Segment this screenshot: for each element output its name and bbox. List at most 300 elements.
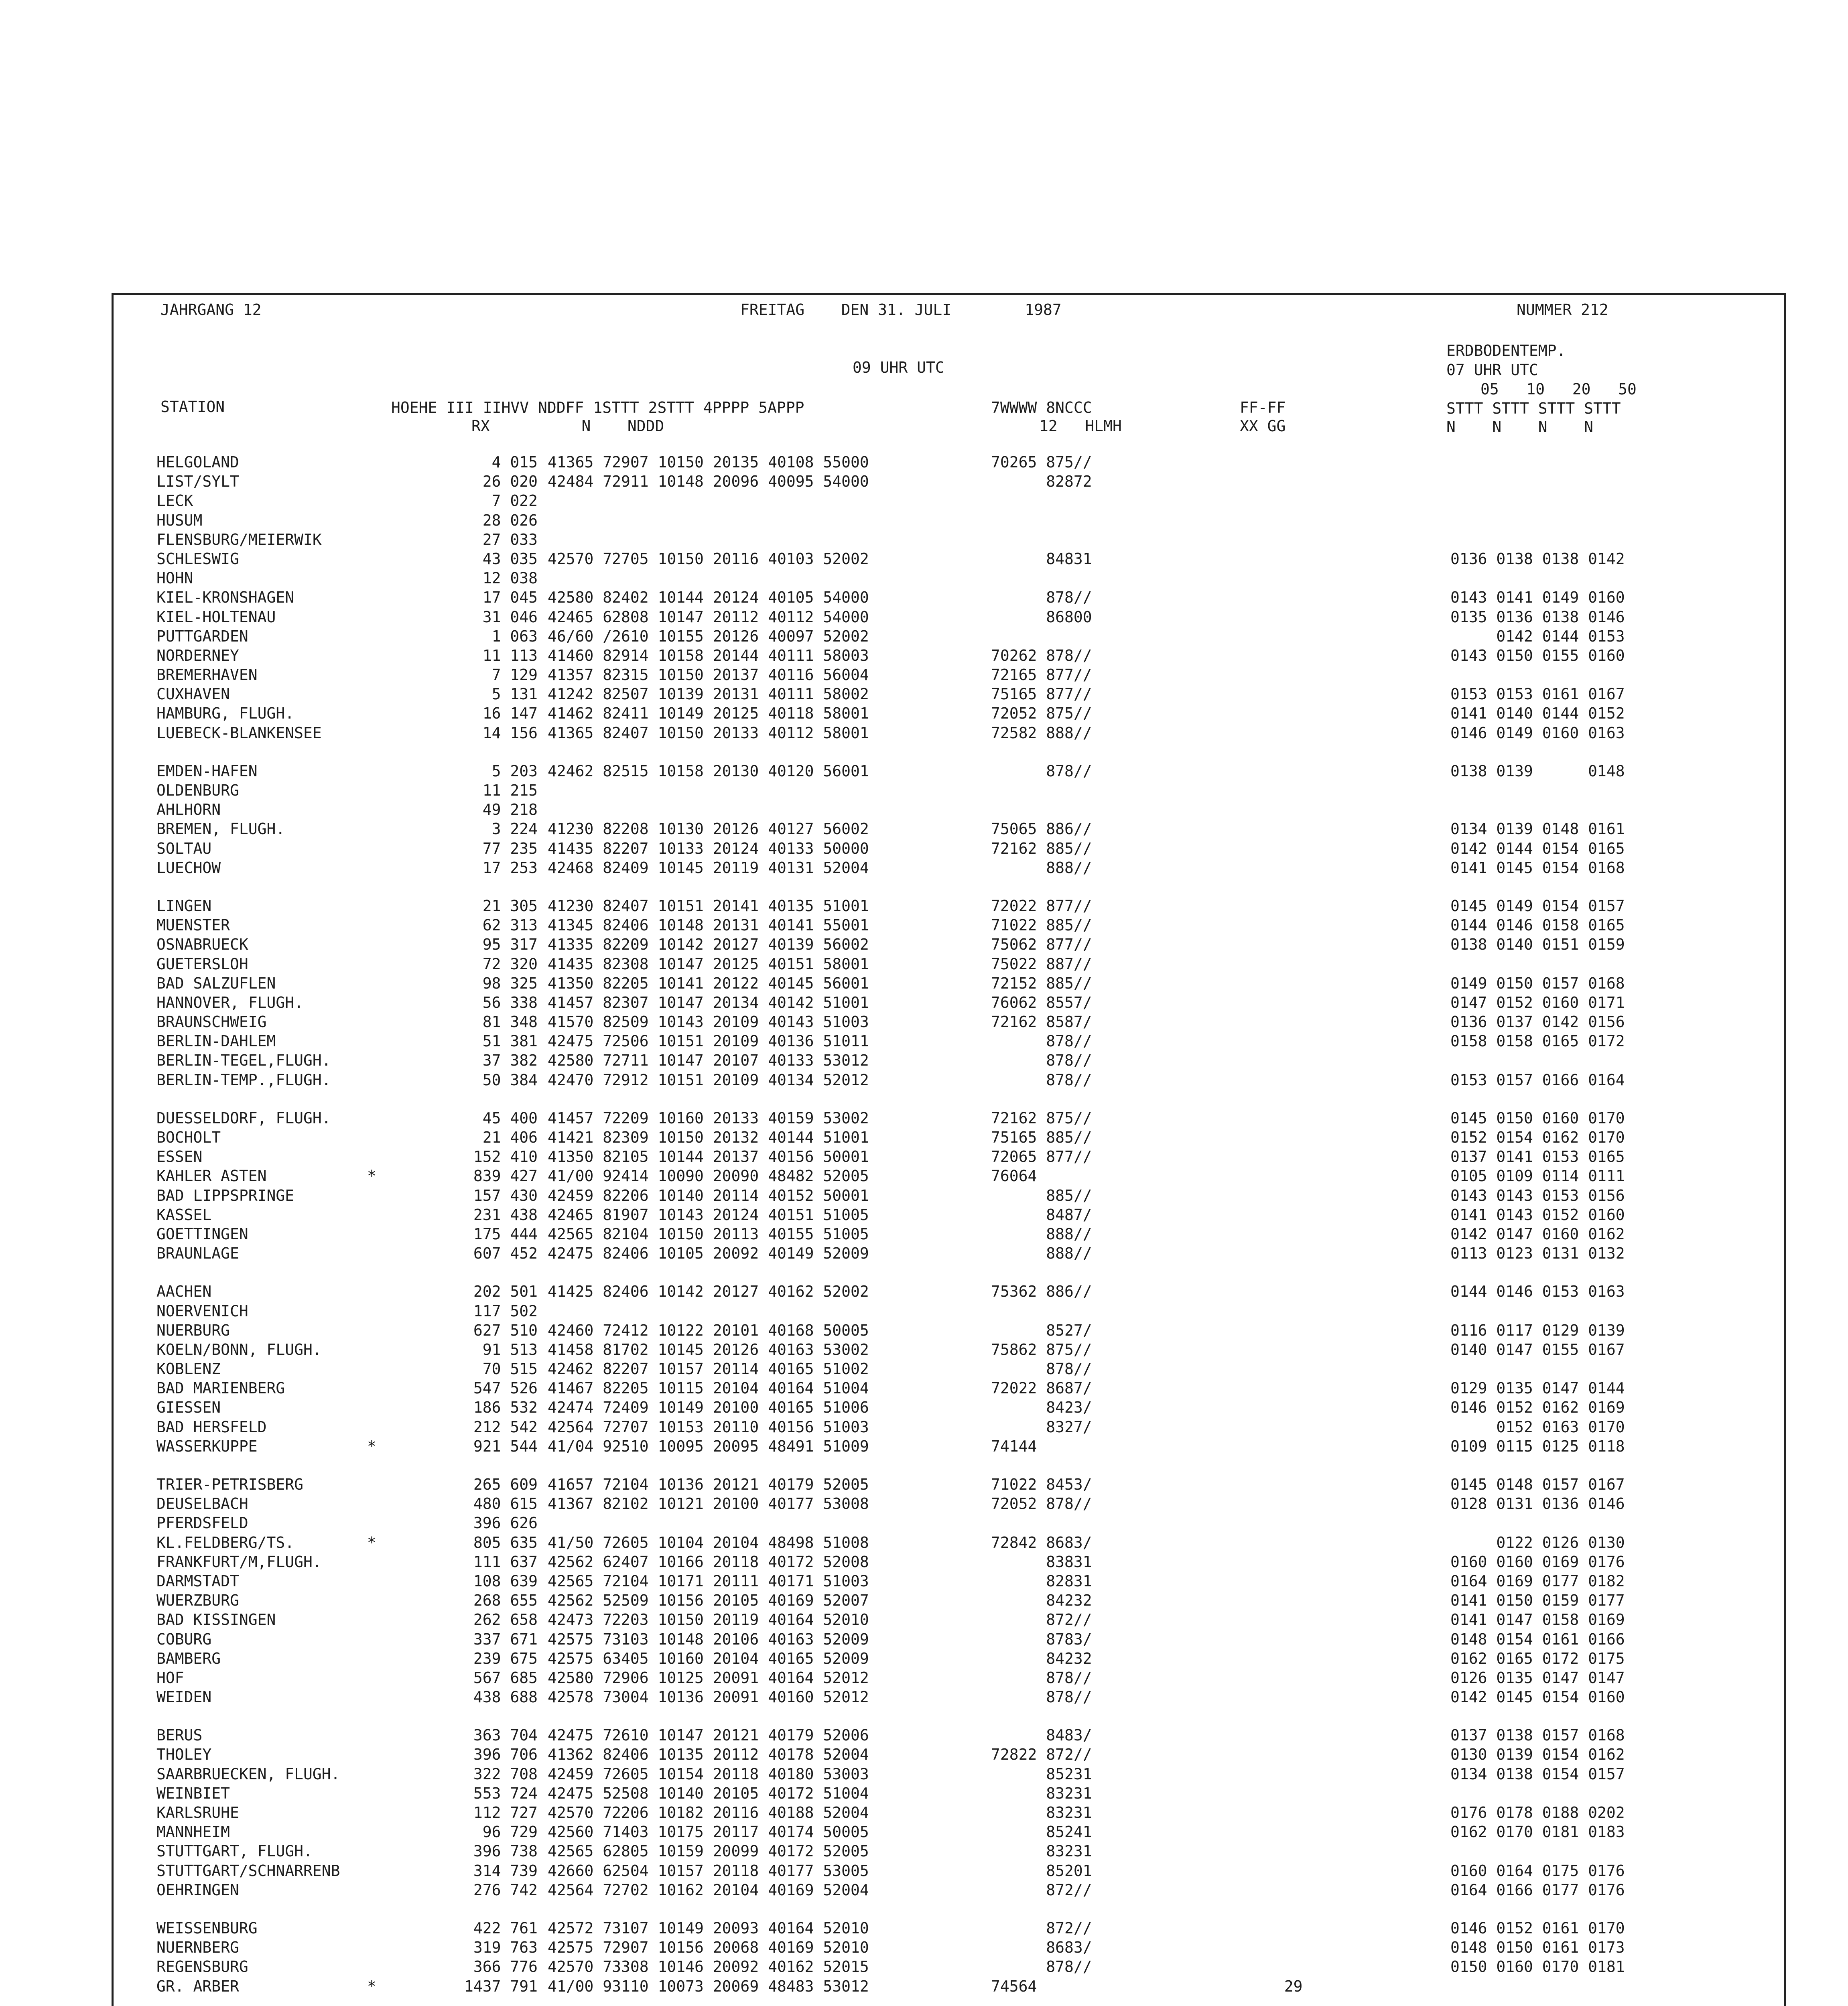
height-and-index: 607 452 — [473, 1245, 538, 1263]
synop-groups: 42660 62504 10157 20118 40177 53005 — [548, 1862, 869, 1880]
height-and-index: 31 046 — [482, 608, 538, 626]
station-name: COBURG — [156, 1630, 212, 1648]
weather-groups: 8423/ — [991, 1399, 1092, 1417]
synop-groups: 42473 72203 10150 20119 40164 52010 — [548, 1611, 869, 1629]
height-and-index: 45 400 — [482, 1109, 538, 1127]
height-and-index: 202 501 — [473, 1283, 538, 1301]
synop-groups: 42564 72702 10162 20104 40169 52004 — [548, 1881, 869, 1899]
synop-groups: 41/04 92510 10095 20095 48491 51009 — [548, 1437, 869, 1455]
station-name: BRAUNSCHWEIG — [156, 1013, 267, 1031]
height-and-index: 212 542 — [473, 1418, 538, 1436]
soil-header-2: N N N N — [1446, 418, 1594, 436]
height-and-index: 117 502 — [473, 1302, 538, 1320]
height-and-index: 56 338 — [482, 993, 538, 1011]
column-header-1: HOEHE III IIHVV NDDFF 1STTT 2STTT 4PPPP 5APPP — [391, 399, 804, 416]
soil-temperatures: 0138 0140 0151 0159 — [1450, 936, 1625, 954]
mountain-marker: * — [367, 1167, 376, 1185]
height-and-index: 70 515 — [482, 1360, 538, 1378]
station-name: HOF — [156, 1669, 184, 1687]
station-name: LUECHOW — [156, 859, 221, 877]
weather-groups: 888// — [991, 1225, 1092, 1243]
soil-temperatures: 0137 0138 0157 0168 — [1450, 1726, 1625, 1744]
synop-groups: 42562 62407 10166 20118 40172 52008 — [548, 1553, 869, 1571]
mountain-marker: * — [367, 1437, 376, 1455]
mountain-marker: * — [367, 1533, 376, 1551]
height-and-index: 21 406 — [482, 1129, 538, 1146]
station-name: LECK — [156, 492, 193, 510]
height-and-index: 11 113 — [482, 646, 538, 664]
synop-groups: 42462 82207 10157 20114 40165 51002 — [548, 1360, 869, 1378]
station-name: KASSEL — [156, 1206, 212, 1224]
weather-groups: 70262 878// — [991, 646, 1092, 664]
soil-temp-title: ERDBODENTEMP. — [1446, 342, 1566, 359]
height-and-index: 91 513 — [482, 1340, 538, 1358]
soil-temperatures: 0130 0139 0154 0162 — [1450, 1746, 1625, 1764]
height-and-index: 1437 791 — [464, 1977, 538, 1995]
synop-groups: 42475 72506 10151 20109 40136 51011 — [548, 1032, 869, 1050]
synop-groups: 42572 73107 10149 20093 40164 52010 — [548, 1919, 869, 1937]
station-name: REGENSBURG — [156, 1958, 248, 1976]
soil-temperatures: 0144 0146 0153 0163 — [1450, 1283, 1625, 1301]
station-name: OLDENBURG — [156, 782, 239, 799]
station-name: SAARBRUECKEN, FLUGH. — [156, 1765, 340, 1783]
height-and-index: 337 671 — [473, 1630, 538, 1648]
synop-groups: 41230 82407 10151 20141 40135 51001 — [548, 897, 869, 915]
issue-number: NUMMER 212 — [1517, 301, 1608, 319]
soil-temperatures: 0164 0169 0177 0182 — [1450, 1572, 1625, 1590]
height-and-index: 262 658 — [473, 1611, 538, 1629]
soil-temperatures: 0141 0145 0154 0168 — [1450, 859, 1625, 877]
synop-groups: 42465 62808 10147 20112 40112 54000 — [548, 608, 869, 626]
weather-groups: 86800 — [991, 608, 1092, 626]
station-name: SOLTAU — [156, 839, 212, 857]
height-and-index: 268 655 — [473, 1592, 538, 1610]
weather-groups: 878// — [991, 1052, 1092, 1070]
synop-groups: 41460 82914 10158 20144 40111 58003 — [548, 646, 869, 664]
station-name: GIESSEN — [156, 1399, 221, 1417]
soil-temperatures: 0160 0160 0169 0176 — [1450, 1553, 1625, 1571]
height-and-index: 95 317 — [482, 936, 538, 954]
soil-temperatures: 0153 0153 0161 0167 — [1450, 685, 1625, 703]
weather-groups: 75862 875// — [991, 1340, 1092, 1358]
wind-gust: 29 — [1266, 1977, 1303, 1995]
synop-groups: 42580 72906 10125 20091 40164 52012 — [548, 1669, 869, 1687]
station-name: PUTTGARDEN — [156, 627, 248, 645]
station-name: BAD MARIENBERG — [156, 1379, 285, 1397]
height-and-index: 43 035 — [482, 550, 538, 568]
synop-groups: 42565 72104 10171 20111 40171 51003 — [548, 1572, 869, 1590]
synop-groups: 41357 82315 10150 20137 40116 56004 — [548, 666, 869, 684]
weather-groups: 872// — [991, 1881, 1092, 1899]
station-name: STUTTGART/SCHNARRENB — [156, 1862, 340, 1880]
weather-groups: 72052 878// — [991, 1495, 1092, 1513]
synop-groups: 41335 82209 10142 20127 40139 56002 — [548, 936, 869, 954]
weather-groups: 878// — [991, 1669, 1092, 1687]
soil-temperatures: 0152 0163 0170 — [1450, 1418, 1625, 1436]
synop-groups: 42465 81907 10143 20124 40151 51005 — [548, 1206, 869, 1224]
height-and-index: 396 626 — [473, 1514, 538, 1532]
height-and-index: 4 015 — [491, 453, 538, 471]
synop-groups: 42474 72409 10149 20100 40165 51006 — [548, 1399, 869, 1417]
station-name: DUESSELDORF, FLUGH. — [156, 1109, 331, 1127]
weather-groups: 70265 875// — [991, 453, 1092, 471]
soil-temperatures: 0144 0146 0158 0165 — [1450, 916, 1625, 934]
height-and-index: 396 706 — [473, 1746, 538, 1764]
weather-groups: 72165 877// — [991, 666, 1092, 684]
station-name: SCHLESWIG — [156, 550, 239, 568]
observation-time: 09 UHR UTC — [853, 359, 944, 376]
synop-groups: 42475 82406 10105 20092 40149 52009 — [548, 1245, 869, 1263]
synop-groups: 41242 82507 10139 20131 40111 58002 — [548, 685, 869, 703]
station-name: WEIDEN — [156, 1688, 212, 1706]
weather-groups: 878// — [991, 589, 1092, 607]
height-and-index: 5 203 — [491, 762, 538, 780]
station-name: FLENSBURG/MEIERWIK — [156, 530, 322, 548]
synop-groups: 42462 82515 10158 20130 40120 56001 — [548, 762, 869, 780]
soil-temperatures: 0143 0143 0153 0156 — [1450, 1186, 1625, 1204]
weather-groups: 83231 — [991, 1842, 1092, 1860]
mountain-marker: * — [367, 1977, 376, 1995]
soil-temperatures: 0122 0126 0130 — [1450, 1533, 1625, 1551]
height-and-index: 7 129 — [491, 666, 538, 684]
synop-groups: 42459 82206 10140 20114 40152 50001 — [548, 1186, 869, 1204]
station-name: BAD LIPPSPRINGE — [156, 1186, 294, 1204]
synop-groups: 41462 82411 10149 20125 40118 58001 — [548, 705, 869, 723]
soil-temperatures: 0164 0166 0177 0176 — [1450, 1881, 1625, 1899]
synop-groups: 42578 73004 10136 20091 40160 52012 — [548, 1688, 869, 1706]
height-and-index: 396 738 — [473, 1842, 538, 1860]
soil-temperatures: 0141 0140 0144 0152 — [1450, 705, 1625, 723]
height-and-index: 112 727 — [473, 1804, 538, 1821]
soil-temperatures: 0150 0160 0170 0181 — [1450, 1958, 1625, 1976]
height-and-index: 111 637 — [473, 1553, 538, 1571]
height-and-index: 14 156 — [482, 724, 538, 742]
station-name: AHLHORN — [156, 801, 221, 819]
station-name: KIEL-HOLTENAU — [156, 608, 276, 626]
synop-groups: 42570 72705 10150 20116 40103 52002 — [548, 550, 869, 568]
height-and-index: 363 704 — [473, 1726, 538, 1744]
station-name: NUERBURG — [156, 1321, 230, 1339]
station-name: DEUSELBACH — [156, 1495, 248, 1513]
soil-temperatures: 0129 0135 0147 0144 — [1450, 1379, 1625, 1397]
synop-groups: 41367 82102 10121 20100 40177 53008 — [548, 1495, 869, 1513]
soil-temperatures: 0126 0135 0147 0147 — [1450, 1669, 1625, 1687]
soil-temperatures: 0113 0123 0131 0132 — [1450, 1245, 1625, 1263]
synop-groups: 41362 82406 10135 20112 40178 52004 — [548, 1746, 869, 1764]
soil-temperatures: 0141 0143 0152 0160 — [1450, 1206, 1625, 1224]
height-and-index: 175 444 — [473, 1225, 538, 1243]
soil-temperatures: 0146 0149 0160 0163 — [1450, 724, 1625, 742]
height-and-index: 28 026 — [482, 511, 538, 529]
weather-groups: 888// — [991, 859, 1092, 877]
weather-groups: 84232 — [991, 1592, 1092, 1610]
station-name: HELGOLAND — [156, 453, 239, 471]
soil-temperatures: 0134 0138 0154 0157 — [1450, 1765, 1625, 1783]
soil-temperatures: 0160 0164 0175 0176 — [1450, 1862, 1625, 1880]
height-and-index: 265 609 — [473, 1476, 538, 1493]
soil-temperatures: 0146 0152 0161 0170 — [1450, 1919, 1625, 1937]
weather-groups: 72065 877// — [991, 1148, 1092, 1166]
height-and-index: 49 218 — [482, 801, 538, 819]
synop-groups: 41350 82105 10144 20137 40156 50001 — [548, 1148, 869, 1166]
station-name: WUERZBURG — [156, 1592, 239, 1610]
height-and-index: 5 131 — [491, 685, 538, 703]
soil-temperatures: 0142 0144 0153 — [1450, 627, 1625, 645]
height-and-index: 152 410 — [473, 1148, 538, 1166]
weather-groups: 85241 — [991, 1823, 1092, 1841]
soil-temperatures: 0145 0148 0157 0167 — [1450, 1476, 1625, 1493]
height-and-index: 547 526 — [473, 1379, 538, 1397]
weather-groups: 72162 885// — [991, 839, 1092, 857]
station-name: LIST/SYLT — [156, 473, 239, 491]
weather-groups: 75362 886// — [991, 1283, 1092, 1301]
weather-groups: 8683/ — [991, 1939, 1092, 1957]
synop-groups: 41/00 93110 10073 20069 48483 53012 — [548, 1977, 869, 1995]
soil-temperatures: 0143 0150 0155 0160 — [1450, 646, 1625, 664]
weather-groups: 71022 8453/ — [991, 1476, 1092, 1493]
station-name: BERLIN-DAHLEM — [156, 1032, 276, 1050]
soil-temperatures: 0176 0178 0188 0202 — [1450, 1804, 1625, 1821]
weather-groups: 72842 8683/ — [991, 1533, 1092, 1551]
station-name: TRIER-PETRISBERG — [156, 1476, 304, 1493]
soil-temperatures: 0141 0147 0158 0169 — [1450, 1611, 1625, 1629]
height-and-index: 314 739 — [473, 1862, 538, 1880]
station-name: BREMEN, FLUGH. — [156, 820, 285, 838]
weather-groups: 76064 — [991, 1167, 1037, 1185]
height-and-index: 81 348 — [482, 1013, 538, 1031]
weather-groups: 83231 — [991, 1784, 1092, 1802]
synop-groups: 41458 81702 10145 20126 40163 53002 — [548, 1340, 869, 1358]
station-name: BOCHOLT — [156, 1129, 221, 1146]
height-and-index: 21 305 — [482, 897, 538, 915]
soil-depths: 05 10 20 50 — [1480, 380, 1637, 398]
weather-groups: 872// — [991, 1611, 1092, 1629]
synop-groups: 42560 71403 10175 20117 40174 50005 — [548, 1823, 869, 1841]
station-name: CUXHAVEN — [156, 685, 230, 703]
soil-header-1: STTT STTT STTT STTT — [1446, 400, 1621, 417]
synop-groups: 41425 82406 10142 20127 40162 52002 — [548, 1283, 869, 1301]
synop-groups: 41421 82309 10150 20132 40144 51001 — [548, 1129, 869, 1146]
synop-groups: 42565 82104 10150 20113 40155 51005 — [548, 1225, 869, 1243]
station-name: LUEBECK-BLANKENSEE — [156, 724, 322, 742]
height-and-index: 231 438 — [473, 1206, 538, 1224]
synop-groups: 41/50 72605 10104 20104 48498 51008 — [548, 1533, 869, 1551]
height-and-index: 839 427 — [473, 1167, 538, 1185]
height-and-index: 239 675 — [473, 1649, 538, 1667]
station-name: BREMERHAVEN — [156, 666, 258, 684]
synop-groups: 42570 72206 10182 20116 40188 52004 — [548, 1804, 869, 1821]
station-name: NUERNBERG — [156, 1939, 239, 1957]
weather-groups: 878// — [991, 1958, 1092, 1976]
height-and-index: 72 320 — [482, 955, 538, 973]
height-and-index: 627 510 — [473, 1321, 538, 1339]
soil-temperatures: 0141 0150 0159 0177 — [1450, 1592, 1625, 1610]
soil-temperatures: 0116 0117 0129 0139 — [1450, 1321, 1625, 1339]
weather-groups: 878// — [991, 762, 1092, 780]
weather-groups: 75165 877// — [991, 685, 1092, 703]
station-name: PFERDSFELD — [156, 1514, 248, 1532]
synop-groups: 42468 82409 10145 20119 40131 52004 — [548, 859, 869, 877]
station-name: BAD SALZUFLEN — [156, 974, 276, 992]
height-and-index: 366 776 — [473, 1958, 538, 1976]
station-name: BERUS — [156, 1726, 203, 1744]
weather-groups: 83831 — [991, 1553, 1092, 1571]
weather-groups: 84831 — [991, 550, 1092, 568]
soil-temperatures: 0152 0154 0162 0170 — [1450, 1129, 1625, 1146]
weather-header-1: 7WWWW 8NCCC — [991, 399, 1092, 416]
height-and-index: 17 253 — [482, 859, 538, 877]
weather-groups: 83231 — [991, 1804, 1092, 1821]
height-and-index: 96 729 — [482, 1823, 538, 1841]
weather-groups: 84232 — [991, 1649, 1092, 1667]
station-name: HAMBURG, FLUGH. — [156, 705, 294, 723]
synop-groups: 41457 72209 10160 20133 40159 53002 — [548, 1109, 869, 1127]
station-name: BAD KISSINGEN — [156, 1611, 276, 1629]
soil-temperatures: 0153 0157 0166 0164 — [1450, 1071, 1625, 1089]
weather-groups: 75065 886// — [991, 820, 1092, 838]
weather-groups: 72152 885// — [991, 974, 1092, 992]
soil-temperatures: 0147 0152 0160 0171 — [1450, 993, 1625, 1011]
height-and-index: 62 313 — [482, 916, 538, 934]
station-name: NORDERNEY — [156, 646, 239, 664]
soil-temperatures: 0143 0141 0149 0160 — [1450, 589, 1625, 607]
weather-groups: 75062 877// — [991, 936, 1092, 954]
weather-groups: 72582 888// — [991, 724, 1092, 742]
station-header: STATION — [160, 398, 225, 416]
weather-groups: 76062 8557/ — [991, 993, 1092, 1011]
height-and-index: 27 033 — [482, 530, 538, 548]
station-name: ESSEN — [156, 1148, 203, 1166]
synop-groups: 41365 72907 10150 20135 40108 55000 — [548, 453, 869, 471]
synop-groups: 42470 72912 10151 20109 40134 52012 — [548, 1071, 869, 1089]
weather-groups: 74564 — [991, 1977, 1037, 1995]
synop-groups: 46/60 /2610 10155 20126 40097 52002 — [548, 627, 869, 645]
height-and-index: 51 381 — [482, 1032, 538, 1050]
soil-temperatures: 0146 0152 0162 0169 — [1450, 1399, 1625, 1417]
station-name: BERLIN-TEGEL,FLUGH. — [156, 1052, 331, 1070]
height-and-index: 186 532 — [473, 1399, 538, 1417]
weather-groups: 872// — [991, 1919, 1092, 1937]
station-name: NOERVENICH — [156, 1302, 248, 1320]
station-name: LINGEN — [156, 897, 212, 915]
station-name: KARLSRUHE — [156, 1804, 239, 1821]
station-name: KL.FELDBERG/TS. — [156, 1533, 294, 1551]
height-and-index: 276 742 — [473, 1881, 538, 1899]
station-name: MANNHEIM — [156, 1823, 230, 1841]
weather-groups: 82872 — [991, 473, 1092, 491]
height-and-index: 567 685 — [473, 1669, 538, 1687]
soil-temperatures: 0162 0170 0181 0183 — [1450, 1823, 1625, 1841]
soil-temperatures: 0142 0145 0154 0160 — [1450, 1688, 1625, 1706]
soil-temperatures: 0148 0154 0161 0166 — [1450, 1630, 1625, 1648]
synop-groups: 41230 82208 10130 20126 40127 56002 — [548, 820, 869, 838]
synop-groups: 42575 73103 10148 20106 40163 52009 — [548, 1630, 869, 1648]
station-name: GOETTINGEN — [156, 1225, 248, 1243]
synop-groups: 42565 62805 10159 20099 40172 52005 — [548, 1842, 869, 1860]
station-name: WEISSENBURG — [156, 1919, 258, 1937]
soil-temperatures: 0137 0141 0153 0165 — [1450, 1148, 1625, 1166]
synop-groups: 42484 72911 10148 20096 40095 54000 — [548, 473, 869, 491]
height-and-index: 921 544 — [473, 1437, 538, 1455]
height-and-index: 805 635 — [473, 1533, 538, 1551]
station-name: HOHN — [156, 569, 193, 587]
station-name: HANNOVER, FLUGH. — [156, 993, 304, 1011]
weather-groups: 8327/ — [991, 1418, 1092, 1436]
soil-temperatures: 0109 0115 0125 0118 — [1450, 1437, 1625, 1455]
soil-temp-time: 07 UHR UTC — [1446, 361, 1538, 379]
height-and-index: 77 235 — [482, 839, 538, 857]
station-name: HUSUM — [156, 511, 203, 529]
height-and-index: 480 615 — [473, 1495, 538, 1513]
synop-groups: 42575 63405 10160 20104 40165 52009 — [548, 1649, 869, 1667]
station-name: EMDEN-HAFEN — [156, 762, 258, 780]
station-name: GR. ARBER — [156, 1977, 239, 1995]
date-line: FREITAG DEN 31. JULI 1987 — [740, 301, 1062, 319]
station-name: OSNABRUECK — [156, 936, 248, 954]
synop-groups: 41570 82509 10143 20109 40143 51003 — [548, 1013, 869, 1031]
weather-groups: 8487/ — [991, 1206, 1092, 1224]
height-and-index: 1 063 — [491, 627, 538, 645]
height-and-index: 37 382 — [482, 1052, 538, 1070]
synop-groups: 42562 52509 10156 20105 40169 52007 — [548, 1592, 869, 1610]
station-name: BAMBERG — [156, 1649, 221, 1667]
weather-groups: 8483/ — [991, 1726, 1092, 1744]
weather-groups: 72022 8687/ — [991, 1379, 1092, 1397]
weather-groups: 72822 872// — [991, 1746, 1092, 1764]
wind-header-1: FF-FF — [1240, 399, 1286, 416]
weather-groups: 75022 887// — [991, 955, 1092, 973]
jahrgang: JAHRGANG 12 — [160, 301, 262, 319]
synop-groups: 41467 82205 10115 20104 40164 51004 — [548, 1379, 869, 1397]
soil-temperatures: 0140 0147 0155 0167 — [1450, 1340, 1625, 1358]
soil-temperatures: 0105 0109 0114 0111 — [1450, 1167, 1625, 1185]
soil-temperatures: 0148 0150 0161 0173 — [1450, 1939, 1625, 1957]
weather-groups: 888// — [991, 1245, 1092, 1263]
station-name: STUTTGART, FLUGH. — [156, 1842, 313, 1860]
weather-groups: 878// — [991, 1688, 1092, 1706]
synop-groups: 41457 82307 10147 20134 40142 51001 — [548, 993, 869, 1011]
station-name: KOELN/BONN, FLUGH. — [156, 1340, 322, 1358]
synop-groups: 42475 72610 10147 20121 40179 52006 — [548, 1726, 869, 1744]
station-name: AACHEN — [156, 1283, 212, 1301]
soil-temperatures: 0162 0165 0172 0175 — [1450, 1649, 1625, 1667]
height-and-index: 3 224 — [491, 820, 538, 838]
station-name: FRANKFURT/M,FLUGH. — [156, 1553, 322, 1571]
height-and-index: 16 147 — [482, 705, 538, 723]
station-name: BERLIN-TEMP.,FLUGH. — [156, 1071, 331, 1089]
synop-groups: 42575 72907 10156 20068 40169 52010 — [548, 1939, 869, 1957]
station-name: BAD HERSFELD — [156, 1418, 267, 1436]
wind-header-2: XX GG — [1240, 417, 1286, 435]
station-name: KOBLENZ — [156, 1360, 221, 1378]
height-and-index: 422 761 — [473, 1919, 538, 1937]
height-and-index: 17 045 — [482, 589, 538, 607]
height-and-index: 50 384 — [482, 1071, 538, 1089]
weather-groups: 85231 — [991, 1765, 1092, 1783]
weather-groups: 82831 — [991, 1572, 1092, 1590]
synop-groups: 42580 72711 10147 20107 40133 53012 — [548, 1052, 869, 1070]
soil-temperatures: 0136 0137 0142 0156 — [1450, 1013, 1625, 1031]
column-header-2: RX N NDDD — [471, 417, 664, 435]
synop-groups: 42459 72605 10154 20118 40180 53003 — [548, 1765, 869, 1783]
weather-groups: 75165 885// — [991, 1129, 1092, 1146]
soil-temperatures: 0134 0139 0148 0161 — [1450, 820, 1625, 838]
height-and-index: 11 215 — [482, 782, 538, 799]
weather-groups: 885// — [991, 1186, 1092, 1204]
soil-temperatures: 0149 0150 0157 0168 — [1450, 974, 1625, 992]
soil-temperatures: 0158 0158 0165 0172 — [1450, 1032, 1625, 1050]
weather-header-2: 12 HLMH — [1039, 417, 1122, 435]
